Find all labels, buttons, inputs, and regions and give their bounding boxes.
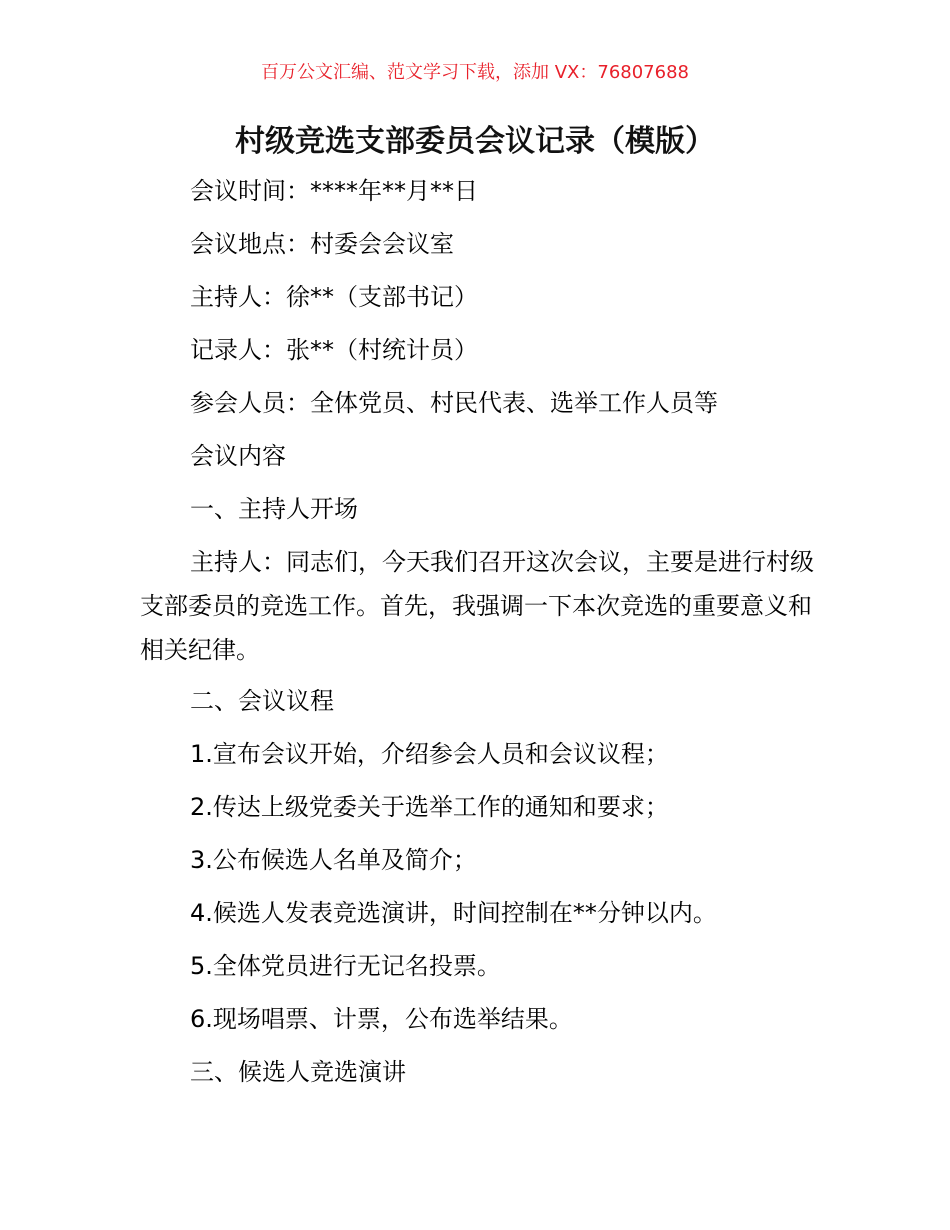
section-heading-speeches: 三、候选人竞选演讲: [190, 1058, 406, 1086]
agenda-item: 6.现场唱票、计票，公布选举结果。: [190, 1005, 573, 1033]
document-title: 村级竞选支部委员会议记录（模版）: [235, 124, 715, 159]
meeting-attendees: 参会人员：全体党员、村民代表、选举工作人员等: [190, 389, 718, 417]
content-heading: 会议内容: [190, 442, 286, 470]
meeting-host: 主持人：徐**（支部书记）: [190, 283, 478, 311]
agenda-item: 2.传达上级党委关于选举工作的通知和要求；: [190, 793, 669, 821]
meeting-place: 会议地点：村委会会议室: [190, 230, 454, 258]
meeting-time: 会议时间：****年**月**日: [190, 177, 478, 205]
meeting-recorder: 记录人：张**（村统计员）: [190, 336, 478, 364]
agenda-item: 4.候选人发表竞选演讲，时间控制在**分钟以内。: [190, 899, 717, 927]
section-heading-agenda: 二、会议议程: [190, 687, 334, 715]
agenda-item: 1.宣布会议开始，介绍参会人员和会议议程；: [190, 740, 669, 768]
section-heading-opening: 一、主持人开场: [190, 495, 358, 523]
agenda-item: 5.全体党员进行无记名投票。: [190, 952, 501, 980]
watermark-banner: 百万公文汇编、范文学习下载，添加 VX：76807688: [261, 62, 689, 83]
opening-paragraph: 主持人：同志们，今天我们召开这次会议，主要是进行村级支部委员的竞选工作。首先，我强调一下本次竞选的重要意义和相关纪律。: [140, 548, 814, 664]
agenda-item: 3.公布候选人名单及简介；: [190, 846, 477, 874]
